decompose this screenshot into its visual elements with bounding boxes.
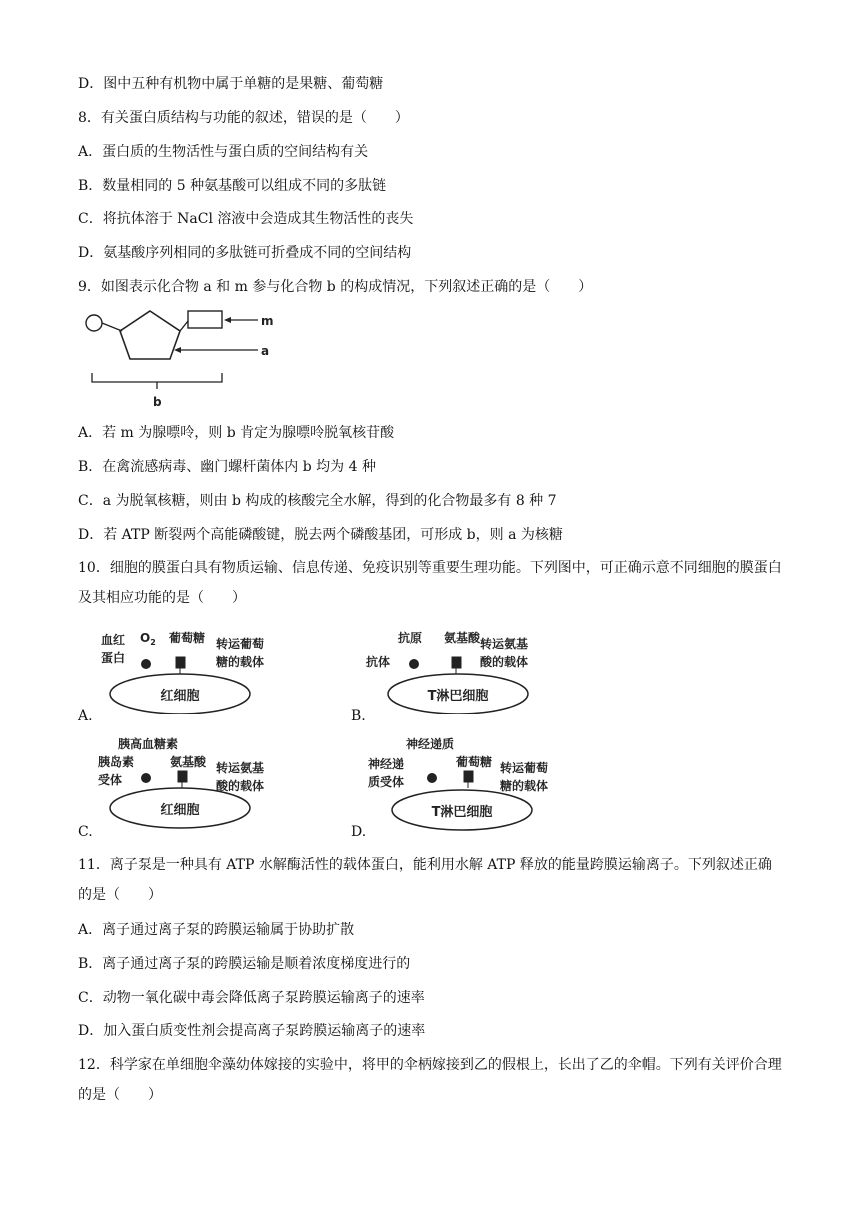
q11-stem: 11．离子泵是一种具有 ATP 水解酶活性的载体蛋白，能利用水解 ATP 释放的能量跨膜运输离子。下列叙述正确的是（ ） [78,857,772,903]
svg-text:蛋白: 蛋白 [101,651,126,665]
q12-stem: 12．科学家在单细胞伞藻幼体嫁接的实验中，将甲的伞柄嫁接到乙的假根上，长出了乙的伞帽。下列有关评价合理的是（ ） [78,1057,782,1103]
q11-option-b: B．离子通过离子泵的跨膜运输是顺着浓度梯度进行的 [78,956,411,972]
cell-name: 红细胞 [160,803,200,818]
q11-option-a: A．离子通过离子泵的跨膜运输属于协助扩散 [78,922,355,938]
svg-text:糖的载体: 糖的载体 [500,779,549,793]
svg-text:神经递质: 神经递质 [406,737,455,751]
label-a: a [261,344,270,358]
label-b: b [153,395,162,409]
q9-stem: 9．如图表示化合物 a 和 m 参与化合物 b 的构成情况，下列叙述正确的是（ ） [78,279,593,295]
svg-text:抗原: 抗原 [398,631,423,645]
svg-text:抗体: 抗体 [366,655,391,669]
carrier-icon [452,657,461,674]
svg-text:转运氨基: 转运氨基 [216,761,265,775]
svg-text:血红: 血红 [101,633,126,647]
q9-option-c: C．a 为脱氧核糖，则由 b 构成的核酸完全水解，得到的化合物最多有 8 种 7 [78,493,557,509]
cell-name: T淋巴细胞 [431,805,493,820]
receptor-icon [409,659,419,669]
svg-text:酸的载体: 酸的载体 [216,779,265,793]
carrier-icon [464,771,473,788]
receptor-icon [141,773,151,783]
q11-option-d: D．加入蛋白质变性剂会提高离子泵跨膜运输离子的速率 [78,1023,426,1039]
svg-text:酸的载体: 酸的载体 [480,655,529,669]
q9-option-d: D．若 ATP 断裂两个高能磷酸键，脱去两个磷酸基团，可形成 b，则 a 为核糖 [78,527,563,543]
q10-figure-d [364,734,564,832]
q10-option-b-label: B. [351,708,366,724]
svg-text:葡萄糖: 葡萄糖 [456,755,493,769]
svg-text:转运氨基: 转运氨基 [480,637,529,651]
q10-option-a-label: A. [78,708,93,724]
receptor-icon [141,659,151,669]
q10-option-c-label: C. [78,824,93,840]
svg-text:质受体: 质受体 [368,775,405,789]
q8-option-c: C．将抗体溶于 NaCl 溶液中会造成其生物活性的丧失 [78,211,414,227]
svg-text:转运葡萄: 转运葡萄 [500,761,549,775]
q10-figure-a [96,628,286,714]
pentose-sugar [120,311,180,359]
q8-option-b: B．数量相同的 5 种氨基酸可以组成不同的多肽链 [78,178,387,194]
cell-name: T淋巴细胞 [427,689,489,704]
svg-text:糖的载体: 糖的载体 [216,655,265,669]
svg-text:葡萄糖: 葡萄糖 [169,631,206,645]
carrier-icon [178,771,187,788]
q10-stem: 10．细胞的膜蛋白具有物质运输、信息传递、免疫识别等重要生理功能。下列图中，可正确示意不同细胞的膜蛋白及其相应功能的是（ ） [78,560,782,606]
label-m: m [261,314,274,328]
q11-option-c: C．动物一氧化碳中毒会降低离子泵跨膜运输离子的速率 [78,990,425,1006]
svg-text:O2: $O_2$ [140,631,156,647]
q10-option-d-label: D. [351,824,367,840]
q7-option-d: D．图中五种有机物中属于单糖的是果糖、葡萄糖 [78,76,384,92]
phosphate-circle [86,315,102,331]
q8-option-d: D．氨基酸序列相同的多肽链可折叠成不同的空间结构 [78,245,412,261]
q9-option-b: B．在禽流感病毒、幽门螺杆菌体内 b 均为 4 种 [78,459,376,475]
q8-option-a: A．蛋白质的生物活性与蛋白质的空间结构有关 [78,144,369,160]
svg-text:氨基酸: 氨基酸 [444,631,481,645]
base-rect [188,311,222,328]
svg-text:胰高血糖素: 胰高血糖素 [118,737,179,751]
carrier-icon [176,657,185,674]
q9-option-a: A．若 m 为腺嘌呤，则 b 肯定为腺嘌呤脱氧核苷酸 [78,425,395,441]
svg-text:转运葡萄: 转运葡萄 [216,637,265,651]
receptor-icon [427,773,437,783]
q10-figure-b [364,628,554,714]
svg-text:受体: 受体 [98,773,123,787]
svg-text:氨基酸: 氨基酸 [170,755,207,769]
svg-text:神经递: 神经递 [368,757,405,771]
q9-nucleotide-diagram [80,305,280,411]
cell-name: 红细胞 [160,689,200,704]
q10-figure-c [96,734,286,830]
svg-text:胰岛素: 胰岛素 [98,755,135,769]
brace-b [92,373,222,389]
q8-stem: 8．有关蛋白质结构与功能的叙述，错误的是（ ） [78,110,409,126]
